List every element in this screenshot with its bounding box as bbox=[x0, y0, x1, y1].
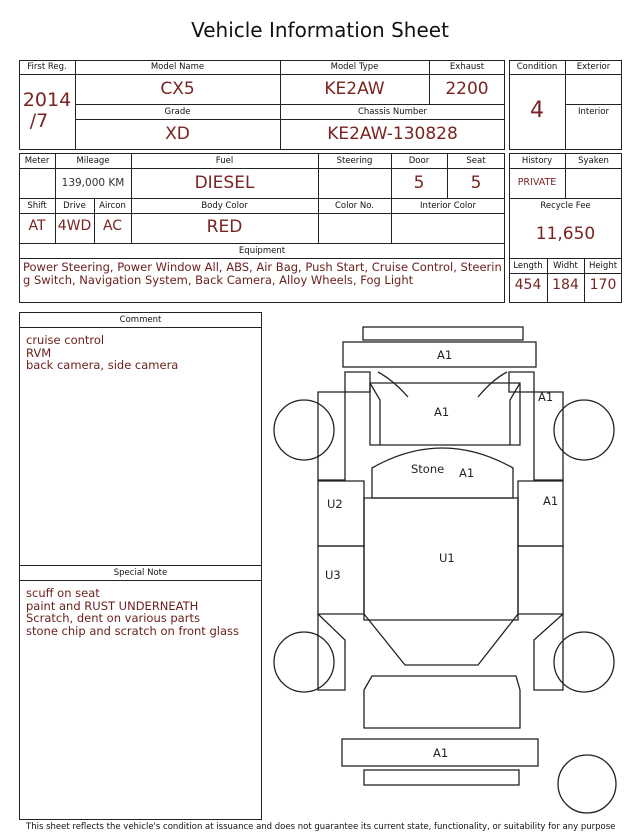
color-no-label: Color No. bbox=[334, 201, 374, 211]
interior-label: Interior bbox=[577, 107, 609, 117]
aircon-value: AC bbox=[102, 218, 123, 234]
history-value: PRIVATE bbox=[517, 177, 557, 188]
model-name-value: CX5 bbox=[160, 79, 195, 99]
first-reg-label: First Reg. bbox=[27, 62, 67, 72]
rear-bumper-bottom-part bbox=[364, 770, 519, 785]
first-reg-month: /7 bbox=[29, 110, 49, 132]
mileage-value: 139,000 KM bbox=[61, 177, 125, 189]
mark-left-front-door: U2 bbox=[327, 497, 343, 511]
mark-right-front-door: A1 bbox=[543, 494, 559, 508]
mark-hood: A1 bbox=[434, 405, 450, 419]
right-headlight bbox=[478, 372, 507, 397]
special-note-line: stone chip and scratch on front glass bbox=[26, 623, 239, 638]
recycle-fee-label: Recycle Fee bbox=[540, 201, 591, 211]
comment-line: RVM bbox=[26, 345, 52, 360]
left-front-door-part bbox=[318, 481, 364, 546]
rear-glass-part bbox=[364, 614, 518, 665]
seat-label: Seat bbox=[466, 156, 486, 166]
model-type-label: Model Type bbox=[330, 62, 379, 72]
body-color-label: Body Color bbox=[201, 201, 248, 211]
exhaust-value: 2200 bbox=[445, 79, 489, 99]
steering-label: Steering bbox=[336, 156, 373, 166]
equipment-label: Equipment bbox=[238, 246, 286, 256]
grade-label: Grade bbox=[164, 107, 191, 117]
shift-value: AT bbox=[28, 218, 46, 234]
left-rear-fender-part bbox=[318, 614, 345, 690]
history-label: History bbox=[521, 156, 553, 166]
mark-right-front-fender: A1 bbox=[538, 390, 554, 404]
special-note-line: scuff on seat bbox=[26, 586, 100, 600]
chassis-number-value: KE2AW-130828 bbox=[327, 124, 458, 144]
seat-value: 5 bbox=[470, 173, 482, 193]
door-label: Door bbox=[408, 156, 430, 166]
length-label: Length bbox=[513, 261, 543, 271]
grade-value: XD bbox=[165, 124, 190, 144]
sheet-title: Vehicle Information Sheet bbox=[191, 18, 449, 42]
comment-line: cruise control bbox=[26, 333, 105, 347]
special-note-line: paint and RUST UNDERNEATH bbox=[26, 598, 199, 613]
syaken-label: Syaken bbox=[578, 156, 609, 166]
condition-label: Condition bbox=[516, 62, 558, 72]
special-note-label: Special Note bbox=[113, 568, 168, 578]
drive-label: Drive bbox=[63, 201, 86, 211]
condition-value: 4 bbox=[530, 98, 544, 123]
drive-value: 4WD bbox=[57, 218, 92, 234]
comment-text bbox=[26, 334, 178, 372]
mark-front-bumper: A1 bbox=[437, 348, 453, 362]
right-rear-door-part bbox=[518, 546, 563, 614]
mileage-label: Mileage bbox=[76, 156, 110, 166]
interior-color-label: Interior Color bbox=[420, 201, 476, 211]
chassis-number-label: Chassis Number bbox=[357, 107, 428, 117]
length-value: 454 bbox=[514, 277, 542, 293]
right-front-corner-part bbox=[509, 372, 534, 392]
left-front-corner-part bbox=[345, 372, 370, 392]
hood-left-seam bbox=[370, 383, 380, 445]
special-note-line: Scratch, dent on various parts bbox=[26, 611, 200, 626]
left-front-fender-part bbox=[318, 392, 345, 480]
height-label: Height bbox=[588, 261, 618, 271]
front-bumper-top-part bbox=[363, 327, 523, 340]
height-value: 170 bbox=[589, 277, 617, 293]
recycle-fee-value: 11,650 bbox=[535, 224, 596, 244]
left-rear-wheel bbox=[274, 632, 334, 692]
mark-rear-bumper: A1 bbox=[433, 746, 449, 760]
disclaimer-footer: This sheet reflects the vehicle's condition at issuance and does not guarantee its current state, functionality, or suitability for any purpose bbox=[26, 822, 616, 832]
equipment-list bbox=[23, 261, 503, 287]
width-label: Widht bbox=[553, 261, 578, 271]
comment-label: Comment bbox=[119, 315, 162, 325]
aircon-label: Aircon bbox=[99, 201, 126, 211]
right-front-door-part bbox=[518, 481, 563, 546]
comment-line: back camera, side camera bbox=[26, 358, 179, 373]
exterior-label: Exterior bbox=[576, 62, 611, 72]
car-damage-diagram bbox=[268, 318, 624, 818]
equipment-line: g Switch, Navigation System, Back Camera, Alloy Wheels, Fog Light bbox=[23, 273, 414, 287]
special-note-text bbox=[26, 587, 239, 637]
door-value: 5 bbox=[413, 173, 425, 193]
body-color-value: RED bbox=[206, 217, 243, 237]
shift-label: Shift bbox=[27, 201, 47, 211]
trunk-part bbox=[364, 676, 520, 728]
model-name-label: Model Name bbox=[150, 62, 205, 72]
mark-left-rear-door: U3 bbox=[325, 568, 341, 582]
first-reg-year: 2014 bbox=[22, 89, 72, 111]
mark-windshield: A1 bbox=[459, 466, 475, 480]
fuel-value: DIESEL bbox=[194, 173, 255, 193]
width-value: 184 bbox=[552, 277, 579, 293]
spare-wheel bbox=[558, 755, 616, 813]
model-type-value: KE2AW bbox=[324, 79, 385, 99]
left-headlight bbox=[378, 372, 408, 397]
exhaust-label: Exhaust bbox=[449, 62, 485, 72]
equipment-line: Power Steering, Power Window All, ABS, Air Bag, Push Start, Cruise Control, Steerin bbox=[23, 260, 502, 274]
left-front-wheel bbox=[274, 400, 334, 460]
fuel-label: Fuel bbox=[215, 156, 234, 166]
meter-label: Meter bbox=[24, 156, 50, 166]
mark-roof: U1 bbox=[439, 551, 455, 565]
right-front-fender-part bbox=[534, 392, 563, 480]
mark-windshield-stone: Stone bbox=[411, 462, 445, 476]
